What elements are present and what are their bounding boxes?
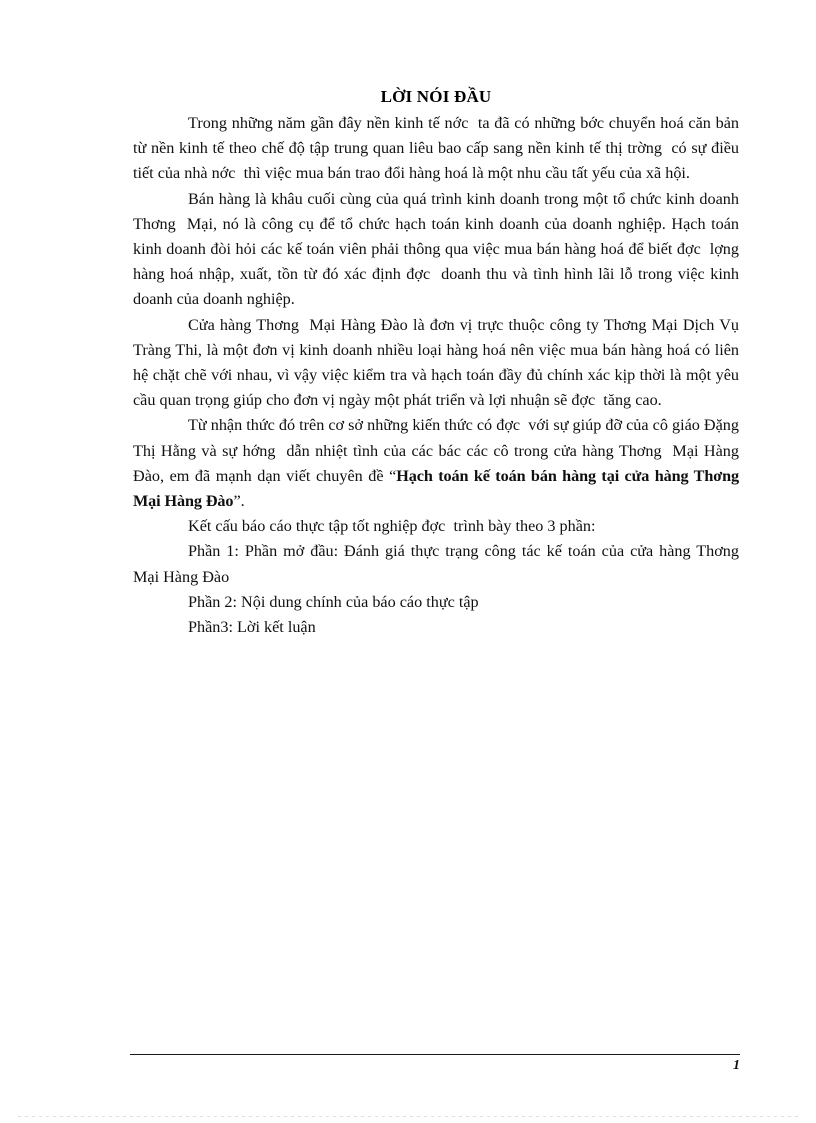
paragraph-part-3: Phần3: Lời kết luận [188, 618, 316, 637]
thesis-text-tail: ”. [233, 492, 245, 511]
paragraph-part-1: Phần 1: Phần mở đầu: Đánh giá thực trạng công tác kế toán của cửa hàng Thơng Mại Hàng Đào [133, 542, 748, 586]
paragraph-intro-economy: Trong những năm gần đây nền kinh tế nớc ta đã có những bớc chuyển hoá căn bản từ nền kinh tế theo chế độ tập trung quan liêu bao cấp sang nền kinh tế thị trờng có sự điều tiết của nhà nớc thì việc mua bán trao đổi hàng hoá là một nhu cầu tất yếu của xã hội. [133, 114, 744, 183]
page-number: 1 [733, 1058, 740, 1073]
paragraph-thesis-statement [133, 413, 751, 514]
paragraph-structure-intro: Kết cấu báo cáo thực tập tốt nghiệp đợc trình bày theo 3 phần: [188, 517, 596, 536]
footer-divider [130, 1054, 740, 1055]
thesis-text-lead: Từ nhận thức đó trên cơ sở những kiến thức có đợc với sự giúp đỡ của cô giáo Đặng Thị Hằng và sự hớng dẫn nhiệt tình của các bác các cô trong cửa hàng Thơng Mại Hàng Đào, em đã mạnh dạn viết chuyên đề “ [133, 416, 744, 485]
thesis-title-emphasis: Hạch toán kế toán bán hàng tại cửa hàng Thơng Mại Hàng Đào [133, 466, 751, 511]
document-body [133, 86, 751, 640]
scan-edge-artifact [18, 1116, 798, 1117]
page-title: LỜI NÓI ĐẦU [380, 87, 492, 106]
paragraph-company-description: Cửa hàng Thơng Mại Hàng Đào là đơn vị trực thuộc công ty Thơng Mại Dịch Vụ Tràng Thi, là một đơn vị kinh doanh nhiều loại hàng hoá nên việc mua bán hàng hoá có liên hệ chặt chẽ với nhau, vì vậy việc kiểm tra và hạch toán đầy đủ chính xác kịp thời là một yêu cầu quan trọng giúp cho đơn vị ngày một phát triển và lợi nhuận sẽ đợc tăng cao. [133, 315, 744, 410]
paragraph-part-2: Phần 2: Nội dung chính của báo cáo thực tập [188, 592, 479, 611]
paragraph-sales-accounting: Bán hàng là khâu cuối cùng của quá trình kinh doanh trong một tổ chức kinh doanh Thơng Mại, nó là công cụ để tổ chức hạch toán kinh doanh của doanh nghiệp. Hạch toán kinh doanh đòi hỏi các kế toán viên phải thông qua việc mua bán hàng hoá để biết đợc lợng hàng hoá nhập, xuất, tồn từ đó xác định đợc doanh thu và tình hình lãi lỗ trong việc kinh doanh của doanh nghiệp. [133, 189, 748, 309]
